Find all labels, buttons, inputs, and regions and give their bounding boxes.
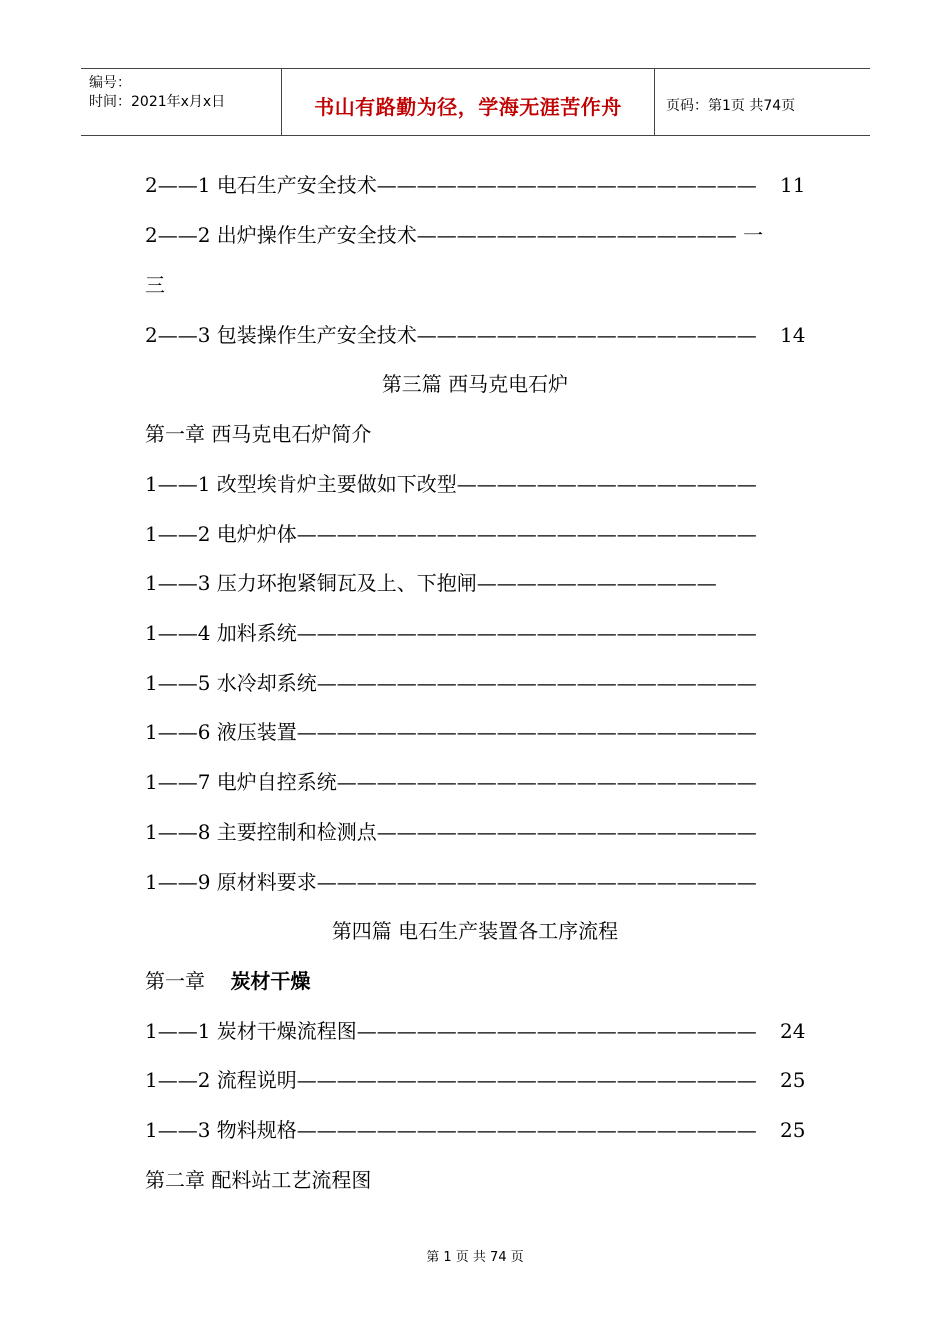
toc-item-page: 11 xyxy=(780,173,806,197)
part3-chapter1-title: 第一章 西马克电石炉简介 xyxy=(145,422,372,446)
toc-item-3-1-6: 1——6 液压装置——————————————————————— xyxy=(145,720,757,744)
part3-title: 第三篇 西马克电石炉 xyxy=(381,372,569,396)
header-motto: 书山有路勤为径，学海无涯苦作舟 xyxy=(314,95,622,119)
toc-item-4-1-1 xyxy=(145,1017,757,1045)
toc-item-3-1-9: 1——9 原材料要求—————————————————————— xyxy=(145,870,757,894)
toc-item-4-1-2 xyxy=(145,1066,757,1094)
header-right-cell xyxy=(655,69,870,135)
toc-item-3-1-4: 1——4 加料系统——————————————————————— xyxy=(145,621,757,645)
chapter-name: 炭材干燥 xyxy=(230,969,311,993)
toc-item-page: 25 xyxy=(780,1118,806,1142)
toc-item-3-1-2: 1——2 电炉炉体——————————————————————— xyxy=(145,522,757,546)
part4-chapter2-title: 第二章 配料站工艺流程图 xyxy=(145,1168,372,1192)
header-left-cell xyxy=(81,69,282,135)
toc-item-text: 三 xyxy=(145,273,165,297)
toc-item-4-1-3 xyxy=(145,1116,757,1144)
toc-item-3-1-3: 1——3 压力环抱紧铜瓦及上、下抱闸———————————— xyxy=(145,571,717,595)
toc-item-text: 2——3 包装操作生产安全技术————————————————— xyxy=(145,323,757,347)
page-footer: 第 1 页 共 74 页 xyxy=(426,1250,524,1265)
toc-item-2-3 xyxy=(145,321,757,349)
toc-item-text: 1——2 流程说明——————————————————————— xyxy=(145,1068,757,1092)
part4-chapter1-title xyxy=(145,967,310,995)
toc-item-text: 2——2 出炉操作生产安全技术———————————————— 一 xyxy=(145,223,764,247)
toc-item-text: 1——1 炭材干燥流程图———————————————————— xyxy=(145,1019,757,1043)
toc-item-2-2 xyxy=(145,221,763,249)
chapter-prefix: 第一章 xyxy=(145,969,231,993)
toc-item-3-1-5: 1——5 水冷却系统—————————————————————— xyxy=(145,671,757,695)
toc-item-page: 14 xyxy=(780,323,806,347)
toc-item-page: 24 xyxy=(780,1019,806,1043)
toc-item-2-1 xyxy=(145,171,757,199)
toc-item-text: 2——1 电石生产安全技术——————————————————— xyxy=(145,173,757,197)
page-header xyxy=(81,68,870,136)
header-page-info: 页码：第1页 共74页 xyxy=(666,98,796,114)
toc-item-3-1-7: 1——7 电炉自控系统————————————————————— xyxy=(145,770,757,794)
header-middle-cell xyxy=(282,69,655,135)
time-label: 时间：2021年x月x日 xyxy=(89,94,226,110)
toc-item-3-1-1: 1——1 改型埃肯炉主要做如下改型——————————————— xyxy=(145,472,757,496)
toc-item-3-1-8: 1——8 主要控制和检测点——————————————————— xyxy=(145,820,757,844)
toc-item-2-2-cont xyxy=(145,271,165,299)
toc-item-text: 1——3 物料规格——————————————————————— xyxy=(145,1118,757,1142)
code-label: 编号： xyxy=(89,75,131,91)
toc-item-page: 25 xyxy=(780,1068,806,1092)
part4-title: 第四篇 电石生产装置各工序流程 xyxy=(331,919,619,943)
